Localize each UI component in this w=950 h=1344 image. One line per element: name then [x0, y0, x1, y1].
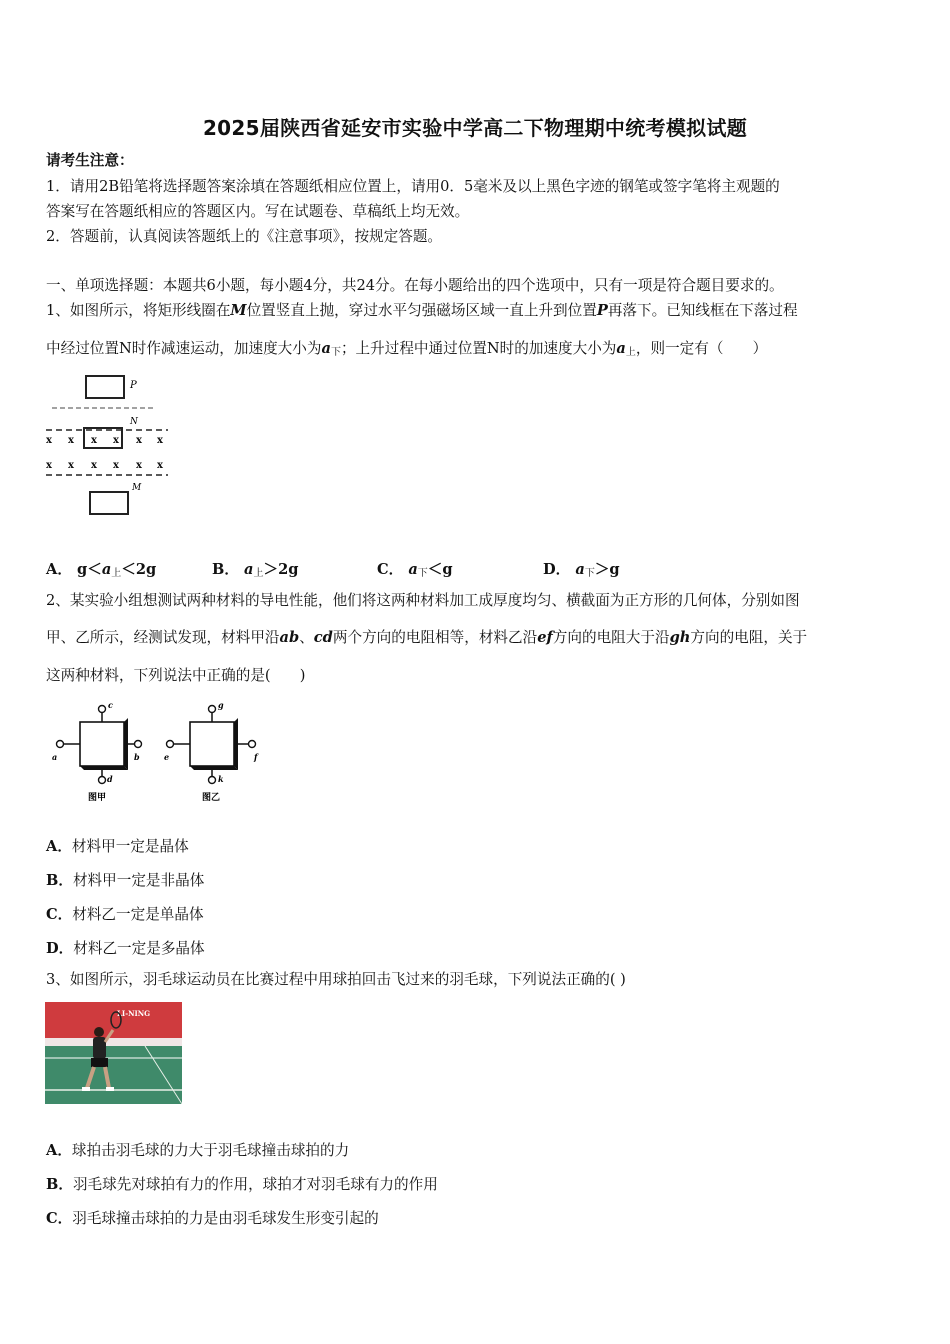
svg-text:x: x [68, 460, 74, 471]
caption-yi: 图乙 [202, 793, 221, 803]
svg-text:x: x [157, 460, 163, 471]
q1-option-a[interactable]: A． $g<a_上<2g$ [46, 561, 157, 579]
svg-text:c: c [108, 700, 113, 710]
svg-text:x: x [113, 435, 119, 446]
svg-text:f: f [254, 752, 258, 762]
svg-text:x: x [91, 435, 97, 446]
svg-text:x: x [68, 435, 74, 446]
q2-stem-line2: 甲、乙所示，经测试发现，材料甲沿ab、cd两个方向的电阻相等，材料乙沿ef方向的电阻大于沿gh方向的电阻，关于 [46, 629, 808, 646]
q2-stem-line3: 这两种材料，下列说法中正确的是( ) [46, 667, 306, 684]
q1-option-b[interactable]: B． $a_上>2g$ [212, 561, 299, 579]
q2-option-a[interactable]: A．材料甲一定是晶体 [46, 838, 189, 855]
svg-text:x: x [46, 460, 52, 471]
section-heading: 一、单项选择题：本题共6小题，每小题4分，共24分。在每小题给出的四个选项中，只有一项是符合题目要求的。 [46, 277, 784, 294]
caption-jia: 图甲 [88, 793, 107, 803]
notice-item-1-cont: 答案写在答题纸相应的答题区内。写在试题卷、草稿纸上均无效。 [46, 203, 470, 220]
label-n: N [130, 417, 138, 427]
q2-option-c[interactable]: C．材料乙一定是单晶体 [46, 906, 204, 923]
q3-badminton-photo [45, 1002, 182, 1104]
svg-text:g: g [218, 700, 224, 710]
q1-stem-line1: 1、如图所示，将矩形线圈在M位置竖直上抛，穿过水平匀强磁场区域一直上升到位置P再落下。已知线框在下落过程 [46, 302, 798, 319]
q1-stem-line2: 中经过位置N时作减速运动，加速度大小为$a_下$；上升过程中通过位置N时的加速度大小为$a_上$，则一定有（ ） [46, 340, 768, 358]
q1-option-c[interactable]: C． $a_下<g$ [377, 561, 453, 579]
q2-option-d[interactable]: D．材料乙一定是多晶体 [46, 940, 205, 957]
label-p: P [130, 380, 137, 391]
q3-option-c[interactable]: C．羽毛球撞击球拍的力是由羽毛球发生形变引起的 [46, 1210, 379, 1227]
svg-text:e: e [164, 752, 170, 762]
svg-text:x: x [136, 435, 142, 446]
q2-stem-line1: 2、某实验小组想测试两种材料的导电性能，他们将这两种材料加工成厚度均匀、横截面为正方形的几何体，分别如图 [46, 592, 800, 609]
q3-option-b[interactable]: B．羽毛球先对球拍有力的作用，球拍才对羽毛球有力的作用 [46, 1176, 438, 1193]
figure-jia [52, 700, 142, 803]
notice-item-2: 2．答题前，认真阅读答题纸上的《注意事项》，按规定答题。 [46, 228, 443, 245]
q3-option-a[interactable]: A．球拍击羽毛球的力大于羽毛球撞击球拍的力 [46, 1142, 350, 1159]
label-m: M [132, 483, 142, 493]
q1-option-d[interactable]: D． $a_下>g$ [543, 561, 620, 579]
svg-text:a: a [52, 752, 58, 762]
coil-p [86, 376, 124, 398]
banner-text: LI-NING [117, 1009, 151, 1018]
notice-heading: 请考生注意： [46, 152, 134, 169]
svg-text:x: x [157, 435, 163, 446]
page-title: 2025届陕西省延安市实验中学高二下物理期中统考模拟试题 [202, 116, 748, 140]
magnetic-field [46, 435, 164, 471]
svg-text:d: d [107, 774, 113, 784]
coil-m [90, 492, 128, 514]
svg-text:x: x [113, 460, 119, 471]
q3-stem: 3、如图所示，羽毛球运动员在比赛过程中用球拍回击飞过来的羽毛球，下列说法正确的( ) [46, 971, 626, 988]
q2-figure [44, 700, 274, 806]
svg-text:x: x [136, 460, 142, 471]
q1-figure [44, 370, 174, 520]
svg-text:b: b [134, 752, 140, 762]
q2-option-b[interactable]: B．材料甲一定是非晶体 [46, 872, 205, 889]
notice-item-1: 1．请用2B铅笔将选择题答案涂填在答题纸相应位置上，请用0．5毫米及以上黑色字迹的钢笔或签字笔将主观题的 [46, 178, 780, 195]
figure-yi [164, 700, 259, 803]
svg-text:x: x [91, 460, 97, 471]
svg-text:k: k [218, 774, 224, 784]
svg-text:x: x [46, 435, 52, 446]
